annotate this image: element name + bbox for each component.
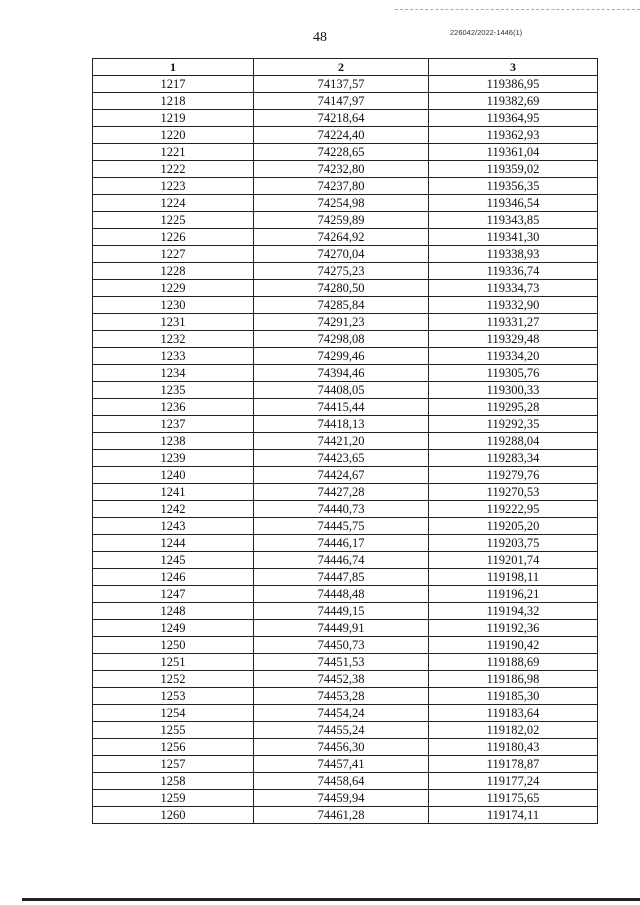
point-number-cell: 1234	[93, 365, 254, 382]
y-coordinate-cell: 119334,20	[429, 348, 598, 365]
y-coordinate-cell: 119329,48	[429, 331, 598, 348]
table-row	[93, 246, 598, 263]
table-row	[93, 569, 598, 586]
bottom-rule	[22, 898, 640, 901]
y-coordinate-cell: 119338,93	[429, 246, 598, 263]
point-number-cell: 1236	[93, 399, 254, 416]
table-row	[93, 263, 598, 280]
point-number-cell: 1248	[93, 603, 254, 620]
y-coordinate-cell: 119175,65	[429, 790, 598, 807]
table-row	[93, 348, 598, 365]
x-coordinate-cell: 74232,80	[254, 161, 429, 178]
point-number-cell: 1249	[93, 620, 254, 637]
table-row	[93, 161, 598, 178]
x-coordinate-cell: 74299,46	[254, 348, 429, 365]
y-coordinate-cell: 119283,34	[429, 450, 598, 467]
x-coordinate-cell: 74270,04	[254, 246, 429, 263]
y-coordinate-cell: 119332,90	[429, 297, 598, 314]
table-row	[93, 93, 598, 110]
point-number-cell: 1245	[93, 552, 254, 569]
y-coordinate-cell: 119188,69	[429, 654, 598, 671]
x-coordinate-cell: 74454,24	[254, 705, 429, 722]
table-row	[93, 450, 598, 467]
table-row	[93, 773, 598, 790]
point-number-cell: 1223	[93, 178, 254, 195]
y-coordinate-cell: 119359,02	[429, 161, 598, 178]
table-row	[93, 314, 598, 331]
point-number-cell: 1257	[93, 756, 254, 773]
point-number-cell: 1235	[93, 382, 254, 399]
point-number-cell: 1221	[93, 144, 254, 161]
point-number-cell: 1256	[93, 739, 254, 756]
table-row	[93, 297, 598, 314]
column-header-1: 1	[93, 59, 254, 76]
x-coordinate-cell: 74456,30	[254, 739, 429, 756]
x-coordinate-cell: 74264,92	[254, 229, 429, 246]
y-coordinate-cell: 119364,95	[429, 110, 598, 127]
y-coordinate-cell: 119362,93	[429, 127, 598, 144]
point-number-cell: 1228	[93, 263, 254, 280]
y-coordinate-cell: 119361,04	[429, 144, 598, 161]
x-coordinate-cell: 74447,85	[254, 569, 429, 586]
point-number-cell: 1232	[93, 331, 254, 348]
x-coordinate-cell: 74450,73	[254, 637, 429, 654]
y-coordinate-cell: 119346,54	[429, 195, 598, 212]
y-coordinate-cell: 119336,74	[429, 263, 598, 280]
y-coordinate-cell: 119201,74	[429, 552, 598, 569]
point-number-cell: 1260	[93, 807, 254, 824]
x-coordinate-cell: 74418,13	[254, 416, 429, 433]
x-coordinate-cell: 74228,65	[254, 144, 429, 161]
point-number-cell: 1239	[93, 450, 254, 467]
table-row	[93, 756, 598, 773]
point-number-cell: 1254	[93, 705, 254, 722]
table-row	[93, 790, 598, 807]
x-coordinate-cell: 74259,89	[254, 212, 429, 229]
y-coordinate-cell: 119270,53	[429, 484, 598, 501]
table-row	[93, 178, 598, 195]
table-row	[93, 365, 598, 382]
table-row	[93, 705, 598, 722]
column-header-3: 3	[429, 59, 598, 76]
point-number-cell: 1220	[93, 127, 254, 144]
point-number-cell: 1247	[93, 586, 254, 603]
x-coordinate-cell: 74423,65	[254, 450, 429, 467]
point-number-cell: 1233	[93, 348, 254, 365]
table-row	[93, 620, 598, 637]
x-coordinate-cell: 74457,41	[254, 756, 429, 773]
point-number-cell: 1252	[93, 671, 254, 688]
point-number-cell: 1231	[93, 314, 254, 331]
table-row	[93, 280, 598, 297]
table-row	[93, 382, 598, 399]
y-coordinate-cell: 119222,95	[429, 501, 598, 518]
y-coordinate-cell: 119334,73	[429, 280, 598, 297]
x-coordinate-cell: 74147,97	[254, 93, 429, 110]
y-coordinate-cell: 119382,69	[429, 93, 598, 110]
x-coordinate-cell: 74446,74	[254, 552, 429, 569]
y-coordinate-cell: 119341,30	[429, 229, 598, 246]
x-coordinate-cell: 74424,67	[254, 467, 429, 484]
point-number-cell: 1229	[93, 280, 254, 297]
x-coordinate-cell: 74237,80	[254, 178, 429, 195]
table-row	[93, 331, 598, 348]
table-row	[93, 603, 598, 620]
x-coordinate-cell: 74458,64	[254, 773, 429, 790]
y-coordinate-cell: 119185,30	[429, 688, 598, 705]
x-coordinate-cell: 74440,73	[254, 501, 429, 518]
point-number-cell: 1258	[93, 773, 254, 790]
x-coordinate-cell: 74453,28	[254, 688, 429, 705]
y-coordinate-cell: 119300,33	[429, 382, 598, 399]
point-number-cell: 1246	[93, 569, 254, 586]
point-number-cell: 1218	[93, 93, 254, 110]
table-row	[93, 76, 598, 93]
y-coordinate-cell: 119183,64	[429, 705, 598, 722]
table-row	[93, 739, 598, 756]
x-coordinate-cell: 74452,38	[254, 671, 429, 688]
x-coordinate-cell: 74459,94	[254, 790, 429, 807]
x-coordinate-cell: 74298,08	[254, 331, 429, 348]
point-number-cell: 1241	[93, 484, 254, 501]
x-coordinate-cell: 74254,98	[254, 195, 429, 212]
x-coordinate-cell: 74427,28	[254, 484, 429, 501]
y-coordinate-cell: 119356,35	[429, 178, 598, 195]
table-row	[93, 110, 598, 127]
table-row	[93, 144, 598, 161]
table-row	[93, 229, 598, 246]
x-coordinate-cell: 74408,05	[254, 382, 429, 399]
point-number-cell: 1226	[93, 229, 254, 246]
y-coordinate-cell: 119205,20	[429, 518, 598, 535]
y-coordinate-cell: 119279,76	[429, 467, 598, 484]
point-number-cell: 1242	[93, 501, 254, 518]
table-row	[93, 467, 598, 484]
y-coordinate-cell: 119295,28	[429, 399, 598, 416]
y-coordinate-cell: 119198,11	[429, 569, 598, 586]
y-coordinate-cell: 119292,35	[429, 416, 598, 433]
x-coordinate-cell: 74218,64	[254, 110, 429, 127]
y-coordinate-cell: 119192,36	[429, 620, 598, 637]
table-row	[93, 433, 598, 450]
point-number-cell: 1255	[93, 722, 254, 739]
x-coordinate-cell: 74275,23	[254, 263, 429, 280]
point-number-cell: 1237	[93, 416, 254, 433]
x-coordinate-cell: 74421,20	[254, 433, 429, 450]
table-row	[93, 127, 598, 144]
table-row	[93, 586, 598, 603]
point-number-cell: 1227	[93, 246, 254, 263]
y-coordinate-cell: 119386,95	[429, 76, 598, 93]
point-number-cell: 1243	[93, 518, 254, 535]
x-coordinate-cell: 74224,40	[254, 127, 429, 144]
point-number-cell: 1253	[93, 688, 254, 705]
y-coordinate-cell: 119190,42	[429, 637, 598, 654]
table-body	[93, 76, 598, 824]
point-number-cell: 1230	[93, 297, 254, 314]
x-coordinate-cell: 74280,50	[254, 280, 429, 297]
point-number-cell: 1250	[93, 637, 254, 654]
y-coordinate-cell: 119203,75	[429, 535, 598, 552]
table-row	[93, 807, 598, 824]
table-row	[93, 722, 598, 739]
x-coordinate-cell: 74394,46	[254, 365, 429, 382]
table-row	[93, 654, 598, 671]
table-row	[93, 637, 598, 654]
point-number-cell: 1225	[93, 212, 254, 229]
x-coordinate-cell: 74445,75	[254, 518, 429, 535]
document-id: 226042/2022-1446(1)	[450, 28, 523, 37]
table-row	[93, 484, 598, 501]
x-coordinate-cell: 74446,17	[254, 535, 429, 552]
table-row	[93, 535, 598, 552]
point-number-cell: 1219	[93, 110, 254, 127]
table-row	[93, 552, 598, 569]
y-coordinate-cell: 119174,11	[429, 807, 598, 824]
coordinates-table	[92, 58, 598, 824]
column-header-2: 2	[254, 59, 429, 76]
y-coordinate-cell: 119288,04	[429, 433, 598, 450]
table-row	[93, 671, 598, 688]
x-coordinate-cell: 74291,23	[254, 314, 429, 331]
y-coordinate-cell: 119177,24	[429, 773, 598, 790]
x-coordinate-cell: 74448,48	[254, 586, 429, 603]
point-number-cell: 1259	[93, 790, 254, 807]
point-number-cell: 1217	[93, 76, 254, 93]
x-coordinate-cell: 74451,53	[254, 654, 429, 671]
x-coordinate-cell: 74449,91	[254, 620, 429, 637]
page-number: 48	[313, 30, 327, 45]
table-row	[93, 416, 598, 433]
table-row	[93, 688, 598, 705]
y-coordinate-cell: 119305,76	[429, 365, 598, 382]
y-coordinate-cell: 119182,02	[429, 722, 598, 739]
y-coordinate-cell: 119331,27	[429, 314, 598, 331]
y-coordinate-cell: 119343,85	[429, 212, 598, 229]
x-coordinate-cell: 74455,24	[254, 722, 429, 739]
point-number-cell: 1222	[93, 161, 254, 178]
point-number-cell: 1238	[93, 433, 254, 450]
table-header-row	[93, 59, 598, 76]
y-coordinate-cell: 119186,98	[429, 671, 598, 688]
y-coordinate-cell: 119180,43	[429, 739, 598, 756]
x-coordinate-cell: 74137,57	[254, 76, 429, 93]
top-rule	[395, 9, 640, 10]
x-coordinate-cell: 74415,44	[254, 399, 429, 416]
point-number-cell: 1244	[93, 535, 254, 552]
y-coordinate-cell: 119178,87	[429, 756, 598, 773]
table-row	[93, 399, 598, 416]
x-coordinate-cell: 74461,28	[254, 807, 429, 824]
table-row	[93, 518, 598, 535]
point-number-cell: 1224	[93, 195, 254, 212]
point-number-cell: 1251	[93, 654, 254, 671]
table-row	[93, 212, 598, 229]
y-coordinate-cell: 119196,21	[429, 586, 598, 603]
y-coordinate-cell: 119194,32	[429, 603, 598, 620]
point-number-cell: 1240	[93, 467, 254, 484]
table-row	[93, 501, 598, 518]
x-coordinate-cell: 74285,84	[254, 297, 429, 314]
table-row	[93, 195, 598, 212]
x-coordinate-cell: 74449,15	[254, 603, 429, 620]
